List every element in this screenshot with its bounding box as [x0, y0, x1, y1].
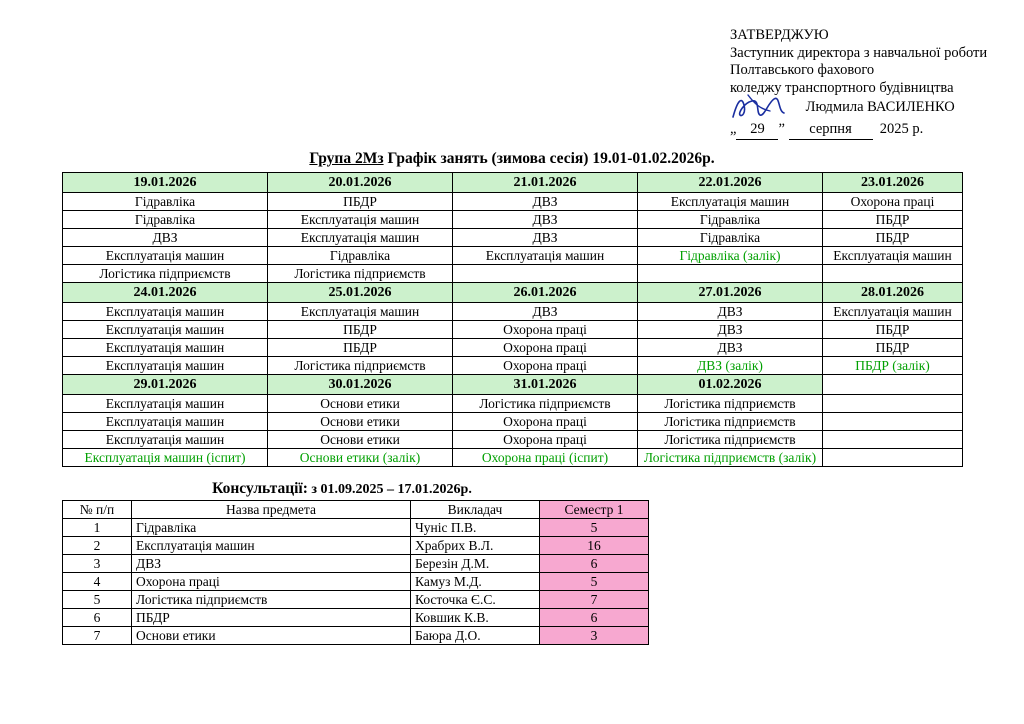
- table-row: [63, 555, 649, 573]
- schedule-subject-cell: Основи етики: [268, 395, 453, 413]
- schedule-empty-cell: [823, 265, 963, 283]
- schedule-subject-cell: Експлуатація машин: [63, 321, 268, 339]
- table-row: [63, 591, 649, 609]
- schedule-date-header: 30.01.2026: [268, 375, 453, 395]
- teachers-table: [62, 500, 649, 645]
- teacher-row-subject: ДВЗ: [132, 555, 411, 573]
- schedule-subject-cell: Експлуатація машин: [63, 395, 268, 413]
- schedule-date-header: 26.01.2026: [453, 283, 638, 303]
- schedule-subject-cell: ДВЗ: [453, 211, 638, 229]
- schedule-subject-cell: Експлуатація машин: [268, 211, 453, 229]
- schedule-subject-cell: Гідравліка: [638, 229, 823, 247]
- schedule-subject-cell: Експлуатація машин: [268, 229, 453, 247]
- date-open-quote: „: [730, 121, 737, 137]
- teacher-row-subject: Основи етики: [132, 627, 411, 645]
- title-rest: Графік занять (зимова сесія) 19.01-01.02.2026р.: [383, 150, 715, 167]
- schedule-date-header: 23.01.2026: [823, 173, 963, 193]
- schedule-subject-cell: ДВЗ: [453, 303, 638, 321]
- schedule-subject-cell: Гідравліка: [63, 193, 268, 211]
- schedule-subject-cell: Охорона праці: [823, 193, 963, 211]
- consultations-label: Консультації:: [212, 480, 308, 497]
- teacher-row-teacher: Березін Д.М.: [411, 555, 540, 573]
- approval-line-3: Полтавського фахового: [730, 62, 875, 78]
- approval-block: [730, 27, 1020, 140]
- schedule-subject-cell: Логістика підприємств: [638, 413, 823, 431]
- teacher-row-number: 4: [63, 573, 132, 591]
- schedule-subject-cell: Логістика підприємств: [638, 395, 823, 413]
- schedule-subject-cell: ДВЗ: [63, 229, 268, 247]
- schedule-subject-cell: Основи етики: [268, 413, 453, 431]
- date-close-quote: ”: [778, 121, 785, 137]
- schedule-subject-cell: ПБДР: [268, 193, 453, 211]
- schedule-row: [63, 229, 963, 247]
- schedule-subject-cell: Експлуатація машин: [63, 247, 268, 265]
- schedule-date-header-row: [63, 173, 963, 193]
- schedule-table: [62, 172, 963, 467]
- schedule-exam-cell: Логістика підприємств (залік): [638, 449, 823, 467]
- consultations-period: з 01.09.2025 – 17.01.2026р.: [307, 482, 472, 497]
- teacher-row-teacher: Косточка Є.С.: [411, 591, 540, 609]
- schedule-subject-cell: ПБДР: [823, 211, 963, 229]
- approval-date-row: [730, 121, 1020, 140]
- teacher-row-teacher: Баюра Д.О.: [411, 627, 540, 645]
- schedule-subject-cell: Експлуатація машин: [268, 303, 453, 321]
- date-month: серпня: [789, 121, 873, 140]
- teacher-row-subject: ПБДР: [132, 609, 411, 627]
- schedule-exam-cell: Експлуатація машин (іспит): [63, 449, 268, 467]
- approval-line-4: коледжу транспортного будівництва: [730, 79, 954, 96]
- schedule-row: [63, 247, 963, 265]
- teacher-row-number: 7: [63, 627, 132, 645]
- schedule-subject-cell: Експлуатація машин: [823, 247, 963, 265]
- schedule-row: [63, 395, 963, 413]
- schedule-exam-cell: Охорона праці (іспит): [453, 449, 638, 467]
- teacher-row-subject: Логістика підприємств: [132, 591, 411, 609]
- page-title: [0, 150, 1024, 168]
- schedule-subject-cell: Гідравліка: [638, 211, 823, 229]
- signature-row: [730, 99, 1020, 118]
- schedule-empty-cell: [823, 431, 963, 449]
- teacher-row-semester: 5: [540, 573, 649, 591]
- schedule-date-header: 25.01.2026: [268, 283, 453, 303]
- schedule-subject-cell: ДВЗ: [638, 321, 823, 339]
- schedule-date-header: 28.01.2026: [823, 283, 963, 303]
- schedule-subject-cell: Експлуатація машин: [63, 357, 268, 375]
- teacher-row-number: 5: [63, 591, 132, 609]
- teacher-row-number: 2: [63, 537, 132, 555]
- schedule-subject-cell: Охорона праці: [453, 431, 638, 449]
- header-semester: Семестр 1: [540, 501, 649, 519]
- schedule-subject-cell: ПБДР: [823, 229, 963, 247]
- schedule-date-header: 22.01.2026: [638, 173, 823, 193]
- table-row: [63, 537, 649, 555]
- schedule-date-header: 01.02.2026: [638, 375, 823, 395]
- schedule-subject-cell: ПБДР: [823, 339, 963, 357]
- teacher-row-subject: Охорона праці: [132, 573, 411, 591]
- teacher-row-semester: 5: [540, 519, 649, 537]
- teacher-row-semester: 16: [540, 537, 649, 555]
- schedule-subject-cell: Експлуатація машин: [638, 193, 823, 211]
- schedule-empty-cell: [638, 265, 823, 283]
- schedule-empty-cell: [823, 413, 963, 431]
- table-row: [63, 609, 649, 627]
- signatory-name: Людмила ВАСИЛЕНКО: [805, 99, 955, 116]
- teacher-row-semester: 3: [540, 627, 649, 645]
- schedule-row: [63, 303, 963, 321]
- teacher-row-teacher: Храбрих В.Л.: [411, 537, 540, 555]
- schedule-date-header: 19.01.2026: [63, 173, 268, 193]
- schedule-row: [63, 265, 963, 283]
- schedule-subject-cell: ДВЗ: [453, 229, 638, 247]
- schedule-subject-cell: ПБДР: [823, 321, 963, 339]
- schedule-row: [63, 339, 963, 357]
- schedule-row: [63, 211, 963, 229]
- table-row: [63, 627, 649, 645]
- schedule-subject-cell: Експлуатація машин: [63, 303, 268, 321]
- schedule-subject-cell: Експлуатація машин: [63, 413, 268, 431]
- schedule-subject-cell: Охорона праці: [453, 357, 638, 375]
- schedule-row: [63, 449, 963, 467]
- schedule-subject-cell: Гідравліка: [268, 247, 453, 265]
- teacher-row-number: 6: [63, 609, 132, 627]
- schedule-subject-cell: Експлуатація машин: [63, 339, 268, 357]
- teacher-row-teacher: Камуз М.Д.: [411, 573, 540, 591]
- table-row: [63, 519, 649, 537]
- handwritten-signature-icon: [730, 99, 788, 117]
- schedule-exam-cell: ДВЗ (залік): [638, 357, 823, 375]
- schedule-subject-cell: Логістика підприємств: [63, 265, 268, 283]
- schedule-exam-cell: Основи етики (залік): [268, 449, 453, 467]
- schedule-subject-cell: ДВЗ: [638, 339, 823, 357]
- schedule-empty-cell: [453, 265, 638, 283]
- schedule-subject-cell: Охорона праці: [453, 321, 638, 339]
- schedule-subject-cell: Основи етики: [268, 431, 453, 449]
- approval-line-2: Заступник директора з навчальної роботи: [730, 44, 988, 61]
- schedule-row: [63, 431, 963, 449]
- schedule-date-header: 29.01.2026: [63, 375, 268, 395]
- teachers-header-row: [63, 501, 649, 519]
- schedule-row: [63, 413, 963, 431]
- schedule-date-header: 31.01.2026: [453, 375, 638, 395]
- schedule-row: [63, 357, 963, 375]
- schedule-date-header-row: [63, 283, 963, 303]
- table-row: [63, 573, 649, 591]
- schedule-row: [63, 193, 963, 211]
- teacher-row-number: 1: [63, 519, 132, 537]
- schedule-subject-cell: ПБДР: [268, 321, 453, 339]
- schedule-subject-cell: Логістика підприємств: [453, 395, 638, 413]
- schedule-subject-cell: ДВЗ: [453, 193, 638, 211]
- teacher-row-subject: Гідравліка: [132, 519, 411, 537]
- approval-line-1: ЗАТВЕРДЖУЮ: [730, 27, 829, 43]
- schedule-empty-cell: [823, 395, 963, 413]
- header-subject: Назва предмета: [132, 501, 411, 519]
- schedule-date-header: 27.01.2026: [638, 283, 823, 303]
- schedule-subject-cell: Логістика підприємств: [638, 431, 823, 449]
- schedule-subject-cell: ДВЗ: [638, 303, 823, 321]
- header-number: № п/п: [63, 501, 132, 519]
- schedule-date-header: 21.01.2026: [453, 173, 638, 193]
- schedule-subject-cell: Експлуатація машин: [823, 303, 963, 321]
- schedule-subject-cell: Логістика підприємств: [268, 357, 453, 375]
- schedule-subject-cell: Охорона праці: [453, 339, 638, 357]
- schedule-subject-cell: Логістика підприємств: [268, 265, 453, 283]
- date-year: 2025 р.: [879, 121, 924, 137]
- teacher-row-teacher: Ковшик К.В.: [411, 609, 540, 627]
- schedule-date-header: 24.01.2026: [63, 283, 268, 303]
- schedule-exam-cell: ПБДР (залік): [823, 357, 963, 375]
- schedule-date-header: 20.01.2026: [268, 173, 453, 193]
- teacher-row-teacher: Чуніс П.В.: [411, 519, 540, 537]
- schedule-row: [63, 321, 963, 339]
- schedule-empty-cell: [823, 375, 963, 395]
- schedule-subject-cell: ПБДР: [268, 339, 453, 357]
- group-name: Група 2Мз: [309, 150, 384, 167]
- schedule-subject-cell: Експлуатація машин: [63, 431, 268, 449]
- teacher-row-number: 3: [63, 555, 132, 573]
- consultations-title: [62, 480, 622, 498]
- teacher-row-subject: Експлуатація машин: [132, 537, 411, 555]
- teacher-row-semester: 6: [540, 555, 649, 573]
- teacher-row-semester: 6: [540, 609, 649, 627]
- schedule-empty-cell: [823, 449, 963, 467]
- schedule-subject-cell: Експлуатація машин: [453, 247, 638, 265]
- header-teacher: Викладач: [411, 501, 540, 519]
- teacher-row-semester: 7: [540, 591, 649, 609]
- schedule-exam-cell: Гідравліка (залік): [638, 247, 823, 265]
- schedule-subject-cell: Охорона праці: [453, 413, 638, 431]
- schedule-subject-cell: Гідравліка: [63, 211, 268, 229]
- date-day: 29: [736, 121, 778, 140]
- schedule-date-header-row: [63, 375, 963, 395]
